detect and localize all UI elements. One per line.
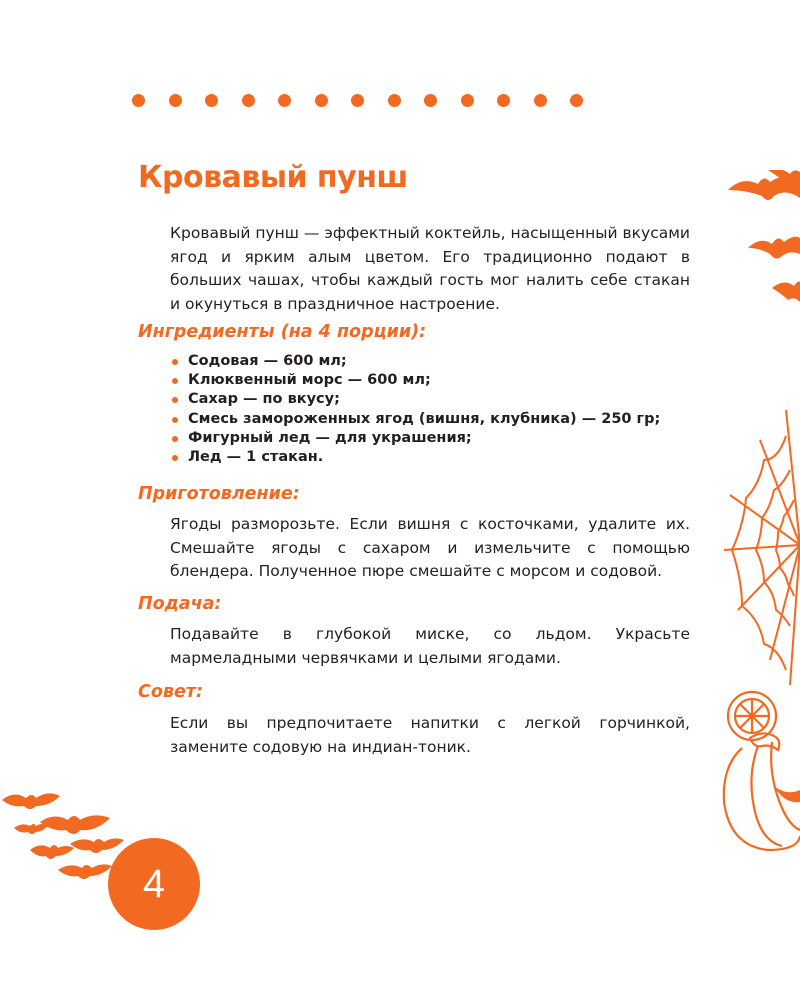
serving-text: Подавайте в глубокой миске, со льдом. Украсьте мармеладными червячками и целыми ягодами. [170, 625, 690, 667]
tip-text: Если вы предпочитаете напитки с легкой горчинкой, замените содовую на индиан-тоник. [170, 714, 690, 756]
ingredient-item: Сахар — по вкусу; [170, 390, 710, 409]
spiderweb-icon [720, 400, 800, 690]
divider-dot [351, 94, 364, 107]
divider-dot [534, 94, 547, 107]
bats-icon [728, 170, 800, 360]
divider-dot [315, 94, 328, 107]
page-number-badge: 4 [108, 838, 200, 930]
preparation-text: Ягоды разморозьте. Если вишня с косточками, удалите их. Смешайте ягоды с сахаром и измельчите с помощью блендера. Полученное пюре смешайте с морсом и содовой. [170, 515, 690, 580]
divider-dot [424, 94, 437, 107]
ingredient-item: Фигурный лед — для украшения; [170, 429, 710, 448]
divider-dot [461, 94, 474, 107]
ingredient-item: Лед — 1 стакан. [170, 448, 710, 467]
ingredients-list [170, 352, 710, 467]
ingredients-heading: Ингредиенты (на 4 порции): [138, 322, 427, 342]
pumpkin-drink-icon [712, 686, 800, 856]
divider-dot [132, 94, 145, 107]
tip-heading: Совет: [138, 682, 203, 702]
dotted-divider [132, 94, 602, 110]
divider-dot [497, 94, 510, 107]
serving-heading: Подача: [138, 594, 222, 614]
divider-dot [278, 94, 291, 107]
preparation-heading: Приготовление: [138, 484, 300, 504]
ingredient-item: Смесь замороженных ягод (вишня, клубника) — 250 гр; [170, 410, 710, 429]
ingredient-item: Клюквенный морс — 600 мл; [170, 371, 710, 390]
bats-icon [0, 792, 130, 892]
recipe-title: Кровавый пунш [138, 160, 408, 195]
divider-dot [242, 94, 255, 107]
recipe-intro: Кровавый пунш — эффектный коктейль, насыщенный вкусами ягод и ярким алым цветом. Его традиционно подают в больших чашах, чтобы каждый гость мог налить себе стакан и окунуться в праздничное настроение. [170, 224, 690, 313]
divider-dot [169, 94, 182, 107]
divider-dot [570, 94, 583, 107]
divider-dot [388, 94, 401, 107]
divider-dot [205, 94, 218, 107]
ingredient-item: Содовая — 600 мл; [170, 352, 710, 371]
